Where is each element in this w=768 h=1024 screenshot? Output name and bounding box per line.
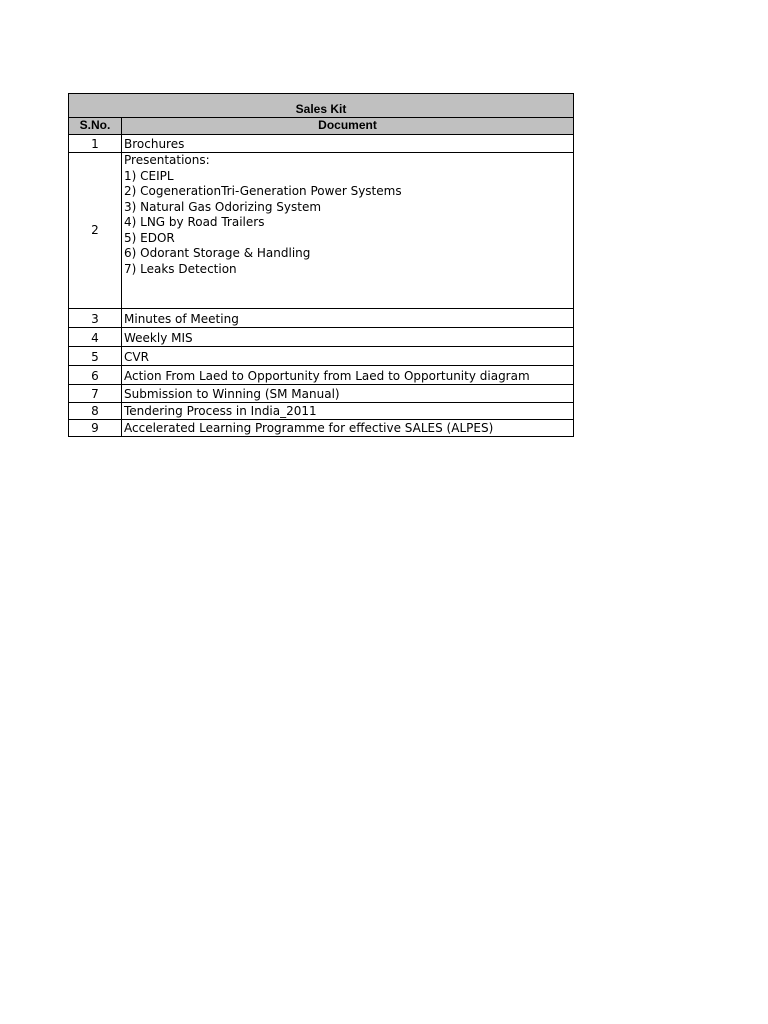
cell-document	[122, 135, 574, 153]
cell-sno: 9	[69, 420, 122, 437]
table-row	[69, 153, 574, 309]
cell-document	[122, 153, 574, 309]
cell-document	[122, 420, 574, 437]
cell-document	[122, 347, 574, 366]
cell-sno: 8	[69, 403, 122, 420]
document-line: 7) Leaks Detection	[124, 261, 237, 276]
document-line: 5) EDOR	[124, 230, 175, 245]
cell-sno: 7	[69, 385, 122, 403]
cell-document	[122, 385, 574, 403]
document-line: 4) LNG by Road Trailers	[124, 215, 265, 229]
table-row	[69, 309, 574, 328]
table-row	[69, 403, 574, 420]
document-line: 1) CEIPL	[124, 168, 174, 183]
cell-document	[122, 366, 574, 385]
cell-sno: 1	[69, 135, 122, 153]
table-row	[69, 135, 574, 153]
table-body	[69, 135, 574, 437]
document-line: Minutes of Meeting	[124, 311, 239, 326]
table-row	[69, 420, 574, 437]
document-line: Presentations:	[124, 153, 210, 167]
document-line: 2) CogenerationTri-Generation Power Systems	[124, 184, 402, 198]
table-row	[69, 328, 574, 347]
cell-sno: 2	[69, 153, 122, 309]
cell-document	[122, 328, 574, 347]
cell-sno: 3	[69, 309, 122, 328]
cell-sno: 4	[69, 328, 122, 347]
table-title: Sales Kit	[69, 94, 574, 118]
table-row	[69, 385, 574, 403]
document-line: 3) Natural Gas Odorizing System	[124, 199, 322, 214]
document-line: Tendering Process in India_2011	[124, 403, 317, 418]
document-line: 6) Odorant Storage & Handling	[124, 246, 311, 260]
cell-sno: 5	[69, 347, 122, 366]
document-line: Submission to Winning (SM Manual)	[124, 386, 340, 401]
header-sno: S.No.	[69, 118, 122, 135]
document-line: Brochures	[124, 136, 185, 151]
document-line: Accelerated Learning Programme for effective SALES (ALPES)	[124, 420, 494, 435]
sales-kit-table	[68, 93, 574, 437]
title-row	[69, 94, 574, 118]
header-document: Document	[122, 118, 574, 135]
cell-document	[122, 403, 574, 420]
document-line: Weekly MIS	[124, 330, 193, 345]
table-row	[69, 347, 574, 366]
header-row	[69, 118, 574, 135]
cell-sno: 6	[69, 366, 122, 385]
document-line: CVR	[124, 349, 149, 364]
cell-document	[122, 309, 574, 328]
document-line: Action From Laed to Opportunity from Laed to Opportunity diagram	[124, 368, 530, 383]
table-row	[69, 366, 574, 385]
